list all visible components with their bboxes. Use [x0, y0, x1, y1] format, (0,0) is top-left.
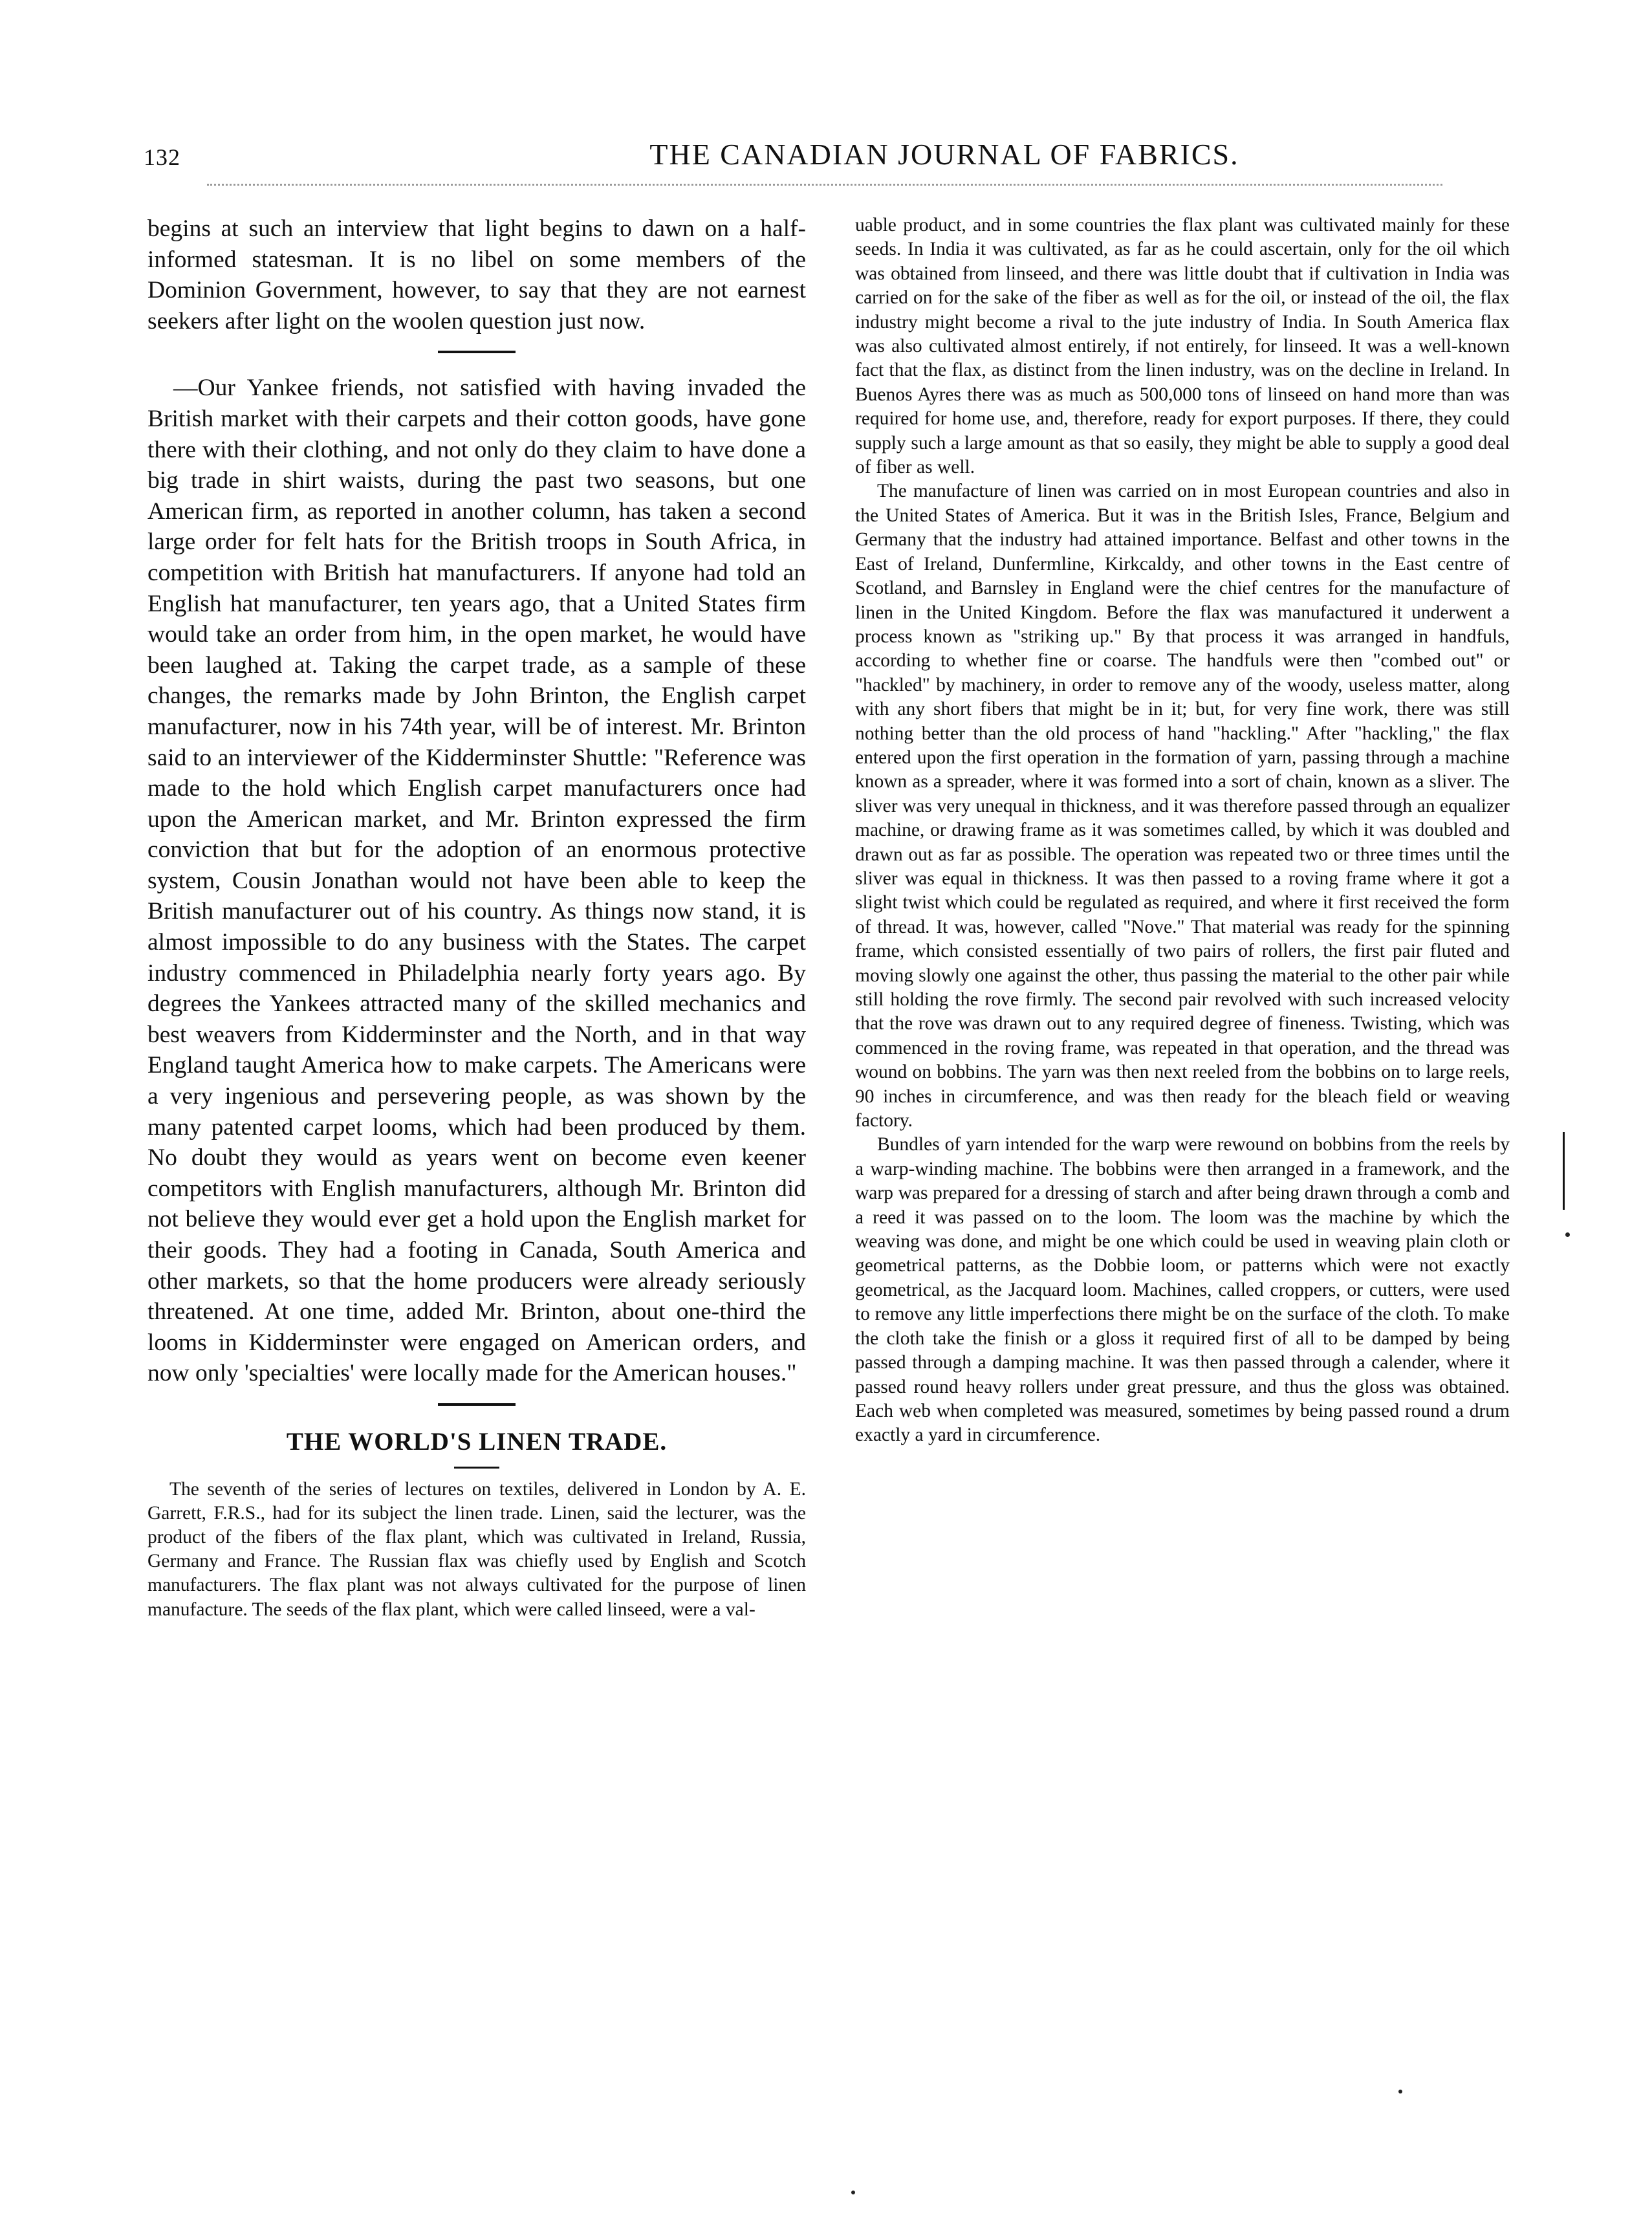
- print-speck: [1565, 1232, 1570, 1237]
- header-rule: [207, 184, 1442, 186]
- paragraph-continuation: begins at such an interview that light begins to dawn on a half-informed statesman. It is no libel on some members of the Dominion Government, however, to say that they are not earnest seekers after light on the woolen question just now.: [147, 215, 806, 334]
- margin-mark: [1563, 1132, 1565, 1210]
- left-column: [147, 213, 806, 1622]
- print-speck: [851, 2191, 855, 2194]
- paragraph-linen-manufacture: The manufacture of linen was carried on in most European countries and also in the United States of America. But it was in the British Isles, France, Belgium and Germany that the industry had attained importance. Belfast and other towns in the East of Ireland, Dunfermline, Kirkcaldy, and other towns in the East centre of Scotland, and Barnsley in England were the chief centres for the manufacture of linen in the United Kingdom. Before the flax was manufactured it underwent a process known as "striking up." By that process it was arranged in handfuls, according to whether fine or coarse. The handfuls were then "combed out" or "hackled" by machinery, in order to remove any of the woody, useless matter, along with any short fibers that might be in it; but, for very fine work, there was still nothing better than the old process of hand "hackling." After "hackling," the flax entered upon the first operation in the formation of yarn, passing through a machine known as a spreader, where it was formed into a sort of chain, known as a sliver. The sliver was very unequal in thickness, and it was therefore passed through an equalizer machine, or drawing frame as it was sometimes called, by which it was doubled and drawn out as far as possible. The operation was repeated two or three times until the sliver was equal in thickness. It was then passed to a roving frame where it got a slight twist which could be regulated as required, and where it first received the form of thread. It was, however, called "Nove." That material was ready for the spinning frame, which consisted essentially of two pairs of rollers, the first pair fluted and moving slowly one against the other, thus passing the material to the other pair while still holding the rove firmly. The second pair revolved with such increased velocity that the rove was drawn out to any required degree of fineness. Twisting, which was commenced in the roving frame, was repeated in that operation, and the thread was wound on bobbins. The yarn was then next reeled from the bobbins on to large reels, 90 inches in circumference, and was then ready for the bleach field or weaving factory.: [855, 481, 1510, 1131]
- paragraph-yankee-friends: —Our Yankee friends, not satisfied with having invaded the British market with their carpets and their cotton goods, have gone there with their clothing, and not only do they claim to have done a big trade in shirt waists, during the past two seasons, but one American firm, as reported in another column, has taken a second large order for felt hats for the British troops in South Africa, in competition with British hat manufacturers. If anyone had told an English hat manufacturer, ten years ago, that a United States firm would take an order from him, in the open market, he would have been laughed at. Taking the carpet trade, as a sample of these changes, the remarks made by John Brinton, the English carpet manufacturer, now in his 74th year, will be of interest. Mr. Brinton said to an interviewer of the Kidderminster Shuttle: "Reference was made to the hold which English carpet manufacturers once had upon the American market, and Mr. Brinton expressed the firm conviction that but for the adoption of an enormous protective system, Cousin Jonathan would not have been able to keep the British manufacturer out of his country. As things now stand, it is almost impossible to do any business with the States. The carpet industry commenced in Philadelphia nearly forty years ago. By degrees the Yankees attracted many of the skilled mechanics and best weavers from Kidderminster and the North, and in that way England taught America how to make carpets. The Americans were a very ingenious and persevering people, as was shown by the many patented carpet looms, which had been produced by them. No doubt they would as years went on become even keener competitors with English manufacturers, although Mr. Brinton did not believe they would ever get a hold upon the English market for their goods. They had a footing in Canada, South America and other markets, so that the home producers were already seriously threatened. At one time, added Mr. Brinton, about one-third the looms in Kidderminster were engaged on American orders, and now only 'specialties' were locally made for the American houses.": [147, 375, 806, 1387]
- print-speck: [1398, 2090, 1402, 2093]
- page-number: 132: [144, 144, 180, 170]
- paragraph-linen-intro: The seventh of the series of lectures on textiles, delivered in London by A. E. Garrett, F.R.S., had for its subject the linen trade. Linen, said the lecturer, was the product of the fibers of the flax plant, which was cultivated in Ireland, Russia, Germany and France. The Russian flax was chiefly used by English and Scotch manufacturers. The flax plant was not always cultivated for the purpose of linen manufacture. The seeds of the flax plant, which were called linseed, were a val-: [147, 1478, 806, 1620]
- paragraph-flax-seeds: uable product, and in some countries the flax plant was cultivated mainly for these seeds. In India it was cultivated, as far as he could ascertain, only for the oil which was obtained from linseed, and there was little doubt that if cultivation in India was carried on for the sake of the fiber as well as for the oil, or instead of the oil, the flax industry might become a rival to the jute industry of India. In South America flax was also cultivated almost entirely, if not entirely, for linseed. It was a well-known fact that the flax, as distinct from the linen industry, was on the decline in Ireland. In Buenos Ayres there was as much as 500,000 tons of linseed on hand more than was required for home use, and, therefore, ready for export purposes. If there, they could supply such a large amount as that so easily, they might be able to supply a good deal of fiber as well.: [855, 215, 1510, 478]
- running-head: THE CANADIAN JOURNAL OF FABRICS.: [649, 138, 1239, 171]
- section-divider: [438, 1403, 516, 1406]
- paragraph-warp-weaving: Bundles of yarn intended for the warp were rewound on bobbins from the reels by a warp-winding machine. The bobbins were then arranged in a framework, and the warp was prepared for a dressing of starch and after being drawn through a comb and a reed it was passed on to the loom. The loom was the machine by which the weaving was done, and might be one which could be used in weaving plain cloth or geometrical patterns, as the Dobbie loom, or patterns which were not exactly geometrical, as the Jacquard loom. Machines, called croppers, or cutters, were used to remove any little imperfections there might be on the surface of the cloth. To make the cloth take the finish or a gloss it required first of all to be damped by being passed through a damping machine. It was then passed through a calender, where it passed round heavy rollers under great pressure, and thus the gloss was obtained. Each web when completed was measured, sometimes by being passed round a drum exactly a yard in circumference.: [855, 1134, 1510, 1446]
- right-column: [855, 213, 1510, 1448]
- article-title: THE WORLD'S LINEN TRADE.: [286, 1427, 668, 1456]
- section-divider: [438, 351, 516, 353]
- title-rule: [454, 1467, 499, 1469]
